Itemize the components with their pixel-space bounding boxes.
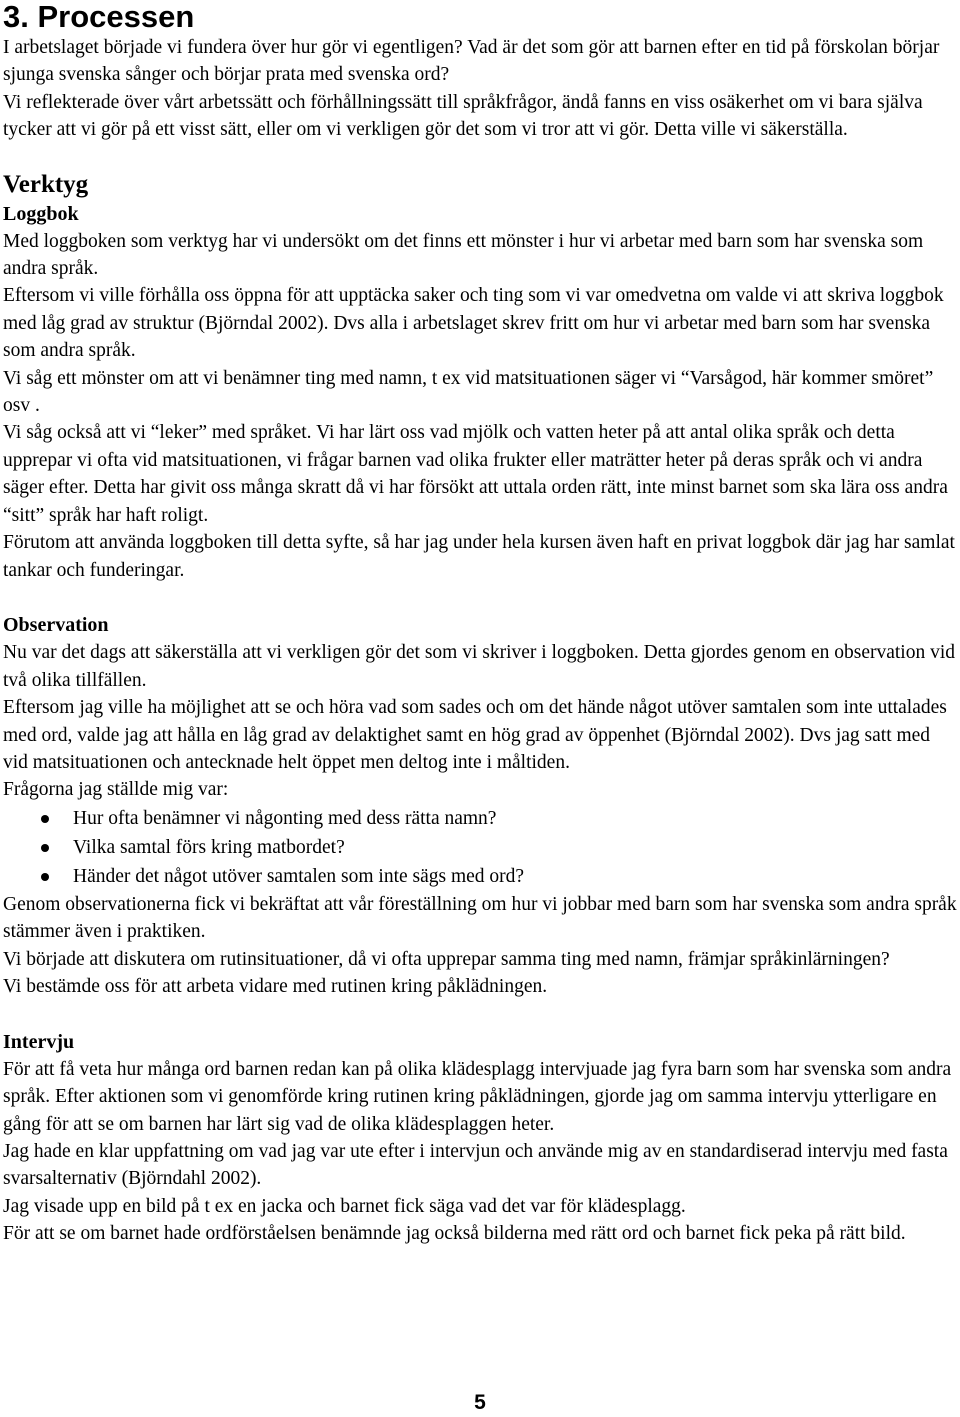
question-text: Hur ofta benämner vi någonting med dess rätta namn? (73, 807, 497, 829)
question-text: Vilka samtal förs kring matbordet? (73, 836, 345, 858)
intervju-paragraph: Jag hade en klar uppfattning om vad jag var ute efter i intervjun och använde mig av en standardiserad intervju med fasta svarsalternativ (Björndahl 2002). (3, 1140, 948, 1190)
observation-paragraph: Eftersom jag ville ha möjlighet att se och höra vad som sades och om det hände något utöver samtalen som inte uttalades med ord, valde jag att hålla en låg grad av delaktighet samt en hög grad av öppenhet (Björndal 2002). Dvs jag satt med vid matsituationen och antecknade helt öppet men deltog inte i måltiden. (3, 697, 947, 773)
question-list-item (3, 862, 958, 891)
observation-paragraph: Vi bestämde oss för att arbeta vidare med rutinen kring påklädningen. (3, 975, 548, 997)
question-list-item (3, 833, 958, 862)
observation-paragraph: Nu var det dags att säkerställa att vi verkligen gör det som vi skriver i loggboken. Detta gjordes genom en observation vid två olika tillfällen. (3, 642, 956, 691)
section-spacer (3, 1000, 958, 1027)
intro-paragraph: I arbetslaget började vi fundera över hur gör vi egentligen? Vad är det som gör att barnen efter en tid på förskolan börjar sjunga svenska sånger och börjar prata med svenska ord? (3, 37, 940, 86)
loggbok-paragraph: Vi såg också att vi “leker” med språket. Vi har lärt oss vad mjölk och vatten heter på att antal olika språk och detta upprepar vi ofta vid matsituationen, vi frågar barnen vad olika frukter eller maträtter heter på deras språk och vi andra säger efter. Detta har givit oss många skratt då vi har försökt att uttala orden rätt, inte minst barnet som ska lära oss andra “sitt” språk har haft roligt. (3, 422, 948, 526)
loggbok-heading: Loggbok (3, 202, 79, 225)
section-spacer (3, 584, 958, 611)
section-title: 3. Processen (3, 0, 195, 34)
observation-paragraph: Genom observationerna fick vi bekräftat att vår föreställning om hur vi jobbar med barn som har svenska som andra språk stämmer även i praktiken. (3, 893, 957, 943)
intervju-heading: Intervju (3, 1030, 75, 1053)
question-text: Händer det något utöver samtalen som inte sägs med ord? (73, 865, 525, 887)
page-number: 5 (474, 1391, 486, 1414)
loggbok-paragraph: Eftersom vi ville förhålla oss öppna för att upptäcka saker och ting som vi var omedvetna om valde vi att skriva loggbok med låg grad av struktur (Björndal 2002). Dvs alla i arbetslaget skrev fritt om hur vi arbetar med barn som har svenska som andra språk. (3, 285, 944, 362)
bullet-icon (41, 873, 49, 881)
observation-paragraph: Frågorna jag ställde mig var: (3, 779, 229, 801)
intro-paragraph: Vi reflekterade över vårt arbetssätt och förhållningssätt till språkfrågor, ändå fanns en viss osäkerhet om vi bara själva tycker att vi gör på ett visst sätt, eller om vi verkligen gör det som vi tror att vi gör. Detta ville vi säkerställa. (3, 91, 923, 141)
question-list-item (3, 804, 958, 833)
document-page (3, 0, 958, 1248)
loggbok-paragraph: Vi såg ett mönster om att vi benämner ting med namn, t ex vid matsituationen säger vi “Varsågod, här kommer smöret” osv . (3, 367, 934, 417)
intervju-paragraph: För att se om barnet hade ordförståelsen benämnde jag också bilderna med rätt ord och barnet fick peka på rätt bild. (3, 1223, 906, 1245)
bullet-icon (41, 815, 49, 823)
loggbok-paragraph: Med loggboken som verktyg har vi undersökt om det finns ett mönster i hur vi arbetar med barn som har svenska som andra språk. (3, 230, 924, 280)
bullet-icon (41, 844, 49, 852)
question-list (3, 804, 958, 891)
observation-heading: Observation (3, 614, 109, 637)
loggbok-paragraph: Förutom att använda loggboken till detta syfte, så har jag under hela kursen även haft en privat loggbok där jag har samlat tankar och funderingar. (3, 532, 955, 581)
observation-paragraph: Vi började att diskutera om rutinsituationer, då vi ofta upprepar samma ting med namn, främjar språkinlärningen? (3, 948, 890, 970)
intervju-paragraph: För att få veta hur många ord barnen redan kan på olika klädesplagg intervjuade jag fyra barn som har svenska som andra språk. Efter aktionen som vi genomförde kring rutinen kring påklädningen, gjorde jag om samma intervju ytterligare en gång för att se om barnen har lärt sig vad de olika klädesplaggen heter. (3, 1058, 952, 1135)
verktyg-heading: Verktyg (3, 170, 89, 198)
intervju-paragraph: Jag visade upp en bild på t ex en jacka och barnet fick säga vad det var för klädesplagg. (3, 1195, 686, 1217)
